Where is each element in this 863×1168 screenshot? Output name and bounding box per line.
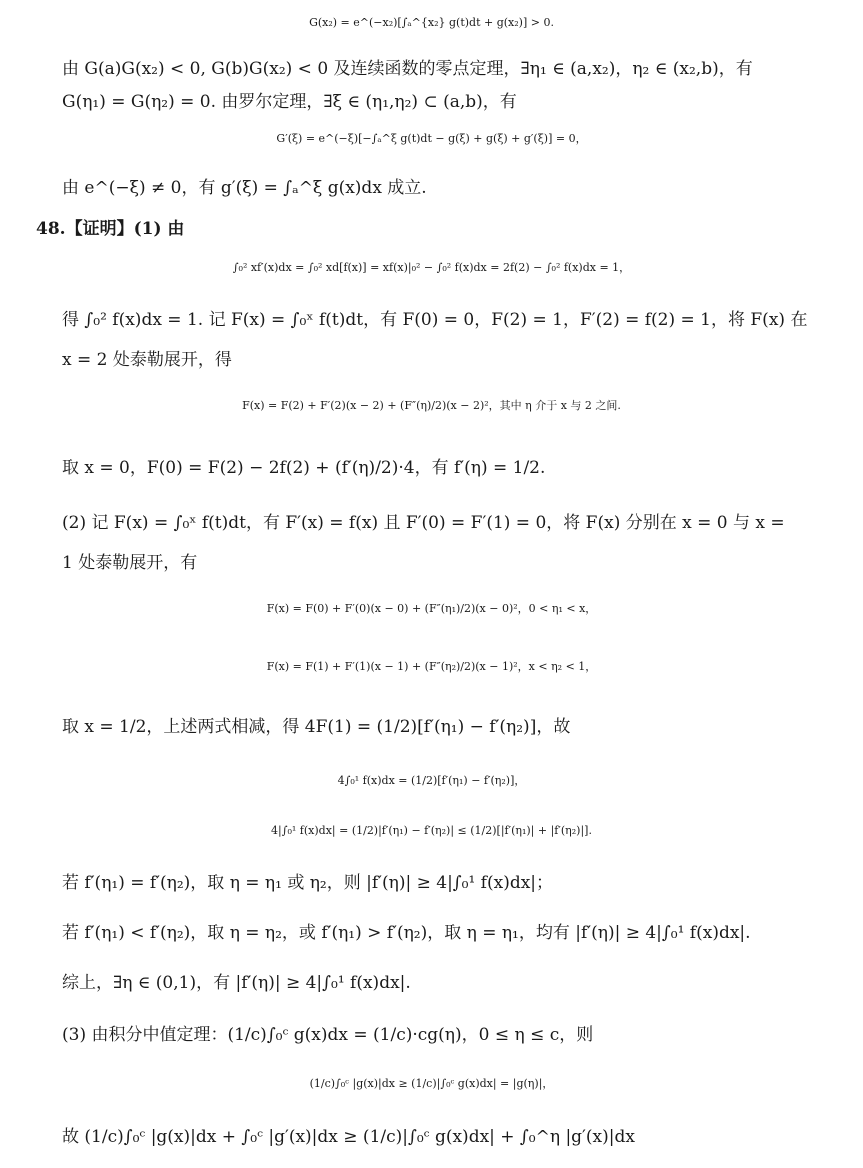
text-line: 故 (1/c)∫₀ᶜ |g(x)|dx + ∫₀ᶜ |g′(x)|dx ≥ (1/c)|∫₀ᶜ g(x)dx| + ∫₀^η |g′(x)|dx — [62, 1127, 635, 1147]
text-line: 由 e^(−ξ) ≠ 0，有 g′(ξ) = ∫ₐ^ξ g(x)dx 成立. — [62, 178, 427, 198]
text-line: G(η₁) = G(η₂) = 0. 由罗尔定理，∃ξ ∈ (η₁,η₂) ⊂ (a,b)，有 — [62, 92, 517, 112]
formula-line: (1/c)∫₀ᶜ |g(x)|dx ≥ (1/c)|∫₀ᶜ g(x)dx| = |g(η)|， — [309, 1077, 554, 1090]
text-line: 得 ∫₀² f(x)dx = 1. 记 F(x) = ∫₀ˣ f(t)dt，有 F(0) = 0，F(2) = 1，F′(2) = f(2) = 1，将 F(x) 在 — [62, 310, 808, 330]
formula-line: F(x) = F(1) + F′(1)(x − 1) + (F″(η₂)/2)(x − 1)²，x < η₂ < 1， — [266, 660, 597, 673]
text-line: 综上，∃η ∈ (0,1)，有 |f′(η)| ≥ 4|∫₀¹ f(x)dx|. — [62, 973, 411, 993]
text-line: 若 f′(η₁) < f′(η₂)，取 η = η₂，或 f′(η₁) > f′(η₂)，取 η = η₁，均有 |f′(η)| ≥ 4|∫₀¹ f(x)dx|. — [62, 923, 751, 943]
text-line: (2) 记 F(x) = ∫₀ˣ f(t)dt，有 F′(x) = f(x) 且 F′(0) = F′(1) = 0，将 F(x) 分别在 x = 0 与 x = — [62, 513, 785, 533]
formula-line: G′(ξ) = e^(−ξ)[−∫ₐ^ξ g(t)dt − g(ξ) + g(ξ) + g′(ξ)] = 0， — [276, 132, 587, 145]
text-line: 取 x = 1/2，上述两式相减，得 4F(1) = (1/2)[f′(η₁) − f′(η₂)]，故 — [62, 717, 571, 737]
text-line: 由 G(a)G(x₂) < 0, G(b)G(x₂) < 0 及连续函数的零点定理，∃η₁ ∈ (a,x₂)，η₂ ∈ (x₂,b)，有 — [62, 59, 753, 79]
formula-line: 4|∫₀¹ f(x)dx| = (1/2)|f′(η₁) − f′(η₂)| ≤ (1/2)[|f′(η₁)| + |f′(η₂)|]. — [271, 824, 592, 837]
formula-line: 4∫₀¹ f(x)dx = (1/2)[f′(η₁) − f′(η₂)]， — [337, 774, 526, 787]
text-line: (3) 由积分中值定理：(1/c)∫₀ᶜ g(x)dx = (1/c)·cg(η)，0 ≤ η ≤ c，则 — [62, 1025, 594, 1045]
text-line: x = 2 处泰勒展开，得 — [62, 350, 232, 370]
formula-line: F(x) = F(2) + F′(2)(x − 2) + (F″(η)/2)(x − 2)²，其中 η 介于 x 与 2 之间. — [242, 399, 621, 412]
text-line: 若 f′(η₁) = f′(η₂)，取 η = η₁ 或 η₂，则 |f′(η)| ≥ 4|∫₀¹ f(x)dx|； — [62, 873, 554, 893]
formula-line: ∫₀² xf′(x)dx = ∫₀² xd[f(x)] = xf(x)|₀² − ∫₀² f(x)dx = 2f(2) − ∫₀² f(x)dx = 1， — [232, 261, 631, 274]
text-line: 1 处泰勒展开，有 — [62, 553, 198, 573]
problem-heading: 48.【证明】(1) 由 — [36, 219, 185, 239]
formula-line: G(x₂) = e^(−x₂)[∫ₐ^{x₂} g(t)dt + g(x₂)] > 0. — [309, 16, 554, 29]
formula-line: F(x) = F(0) + F′(0)(x − 0) + (F″(η₁)/2)(x − 0)²，0 < η₁ < x， — [266, 602, 597, 615]
text-line: 取 x = 0，F(0) = F(2) − 2f(2) + (f′(η)/2)·4，有 f′(η) = 1/2. — [62, 458, 546, 478]
